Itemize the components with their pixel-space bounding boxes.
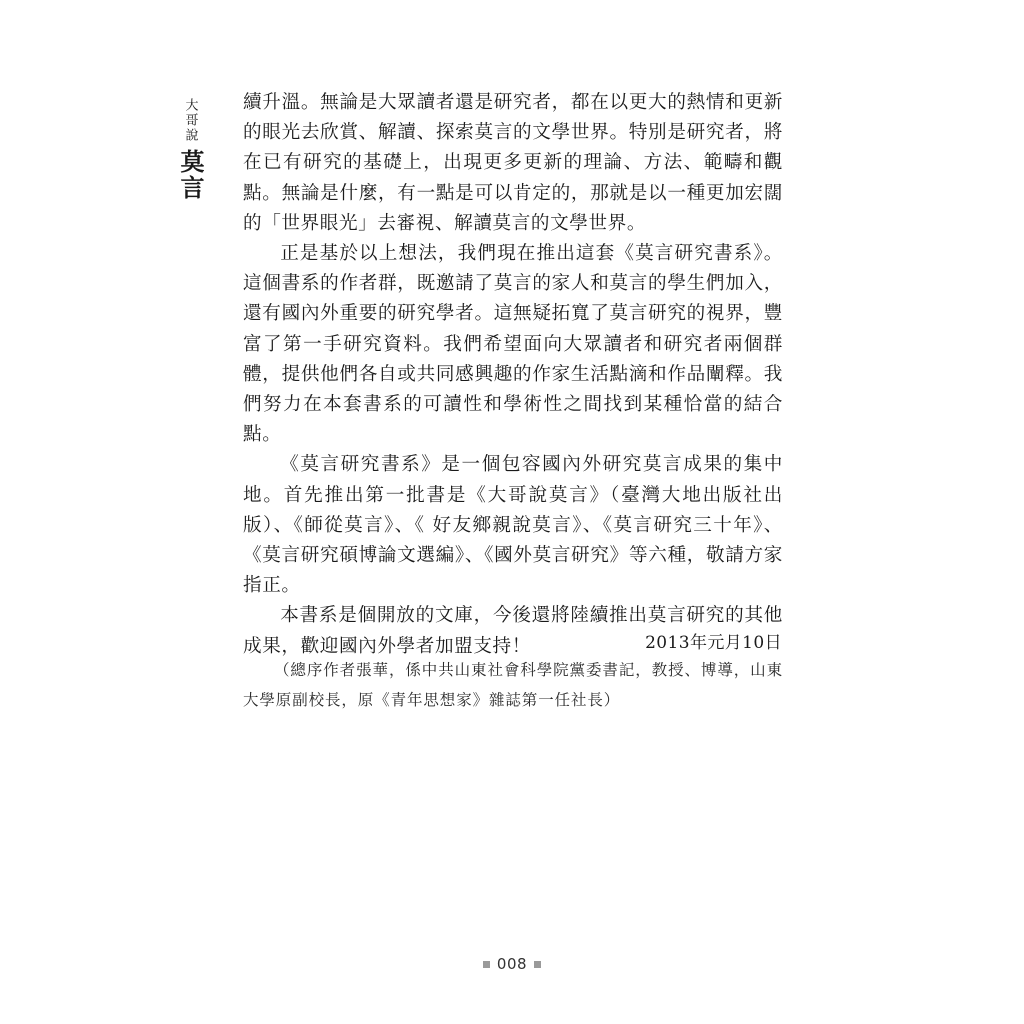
running-header [176, 98, 205, 201]
square-ornament-icon [483, 961, 490, 968]
date-line: 2013年元月10日 [645, 633, 782, 653]
body-text [243, 88, 783, 662]
paragraph-continued: 續升溫。無論是大眾讀者還是研究者，都在以更大的熱情和更新的眼光去欣賞、解讀、探索莫言的文學世界。特別是研究者，將在已有研究的基礎上，出現更多更新的理論、方法、範疇和觀點。無論是什麼，有一點是可以肯定的，那就是以一種更加宏闊的「世界眼光」去審視、解讀莫言的文學世界。 [243, 92, 783, 234]
paragraph: 《莫言研究書系》是一個包容國內外研究莫言成果的集中地。首先推出第一批書是《大哥說莫言》（臺灣大地出版社出版）、《師從莫言》、《 好友鄉親說莫言》、《莫言研究三十年》、《莫言研究碩博論文選編》、《國外莫言研究》等六種，敬請方家指正。 [243, 454, 783, 597]
page-number: 008 [496, 955, 528, 973]
author-note: （總序作者張華，係中共山東社會科學院黨委書記，教授、博導，山東大學原副校長，原《青年思想家》雜誌第一任社長） [243, 661, 783, 709]
paragraph: 本書系是個開放的文庫，今後還將陸續推出莫言研究的其他成果，歡迎國內外學者加盟支持！ [243, 605, 783, 657]
book-title-small: 大哥說 [182, 98, 198, 143]
square-ornament-icon [534, 961, 541, 968]
paragraph: 正是基於以上想法，我們現在推出這套《莫言研究書系》。這個書系的作者群，既邀請了莫言的家人和莫言的學生們加入，還有國內外重要的研究學者。這無疑拓寬了莫言研究的視界，豐富了第一手研究資料。我們希望面向大眾讀者和研究者兩個群體，提供他們各自或共同感興趣的作家生活點滴和作品闡釋。我們努力在本套書系的可讀性和學術性之間找到某種恰當的結合點。 [243, 243, 783, 446]
page-footer [0, 955, 1024, 973]
book-title-large: 莫言 [176, 149, 205, 201]
